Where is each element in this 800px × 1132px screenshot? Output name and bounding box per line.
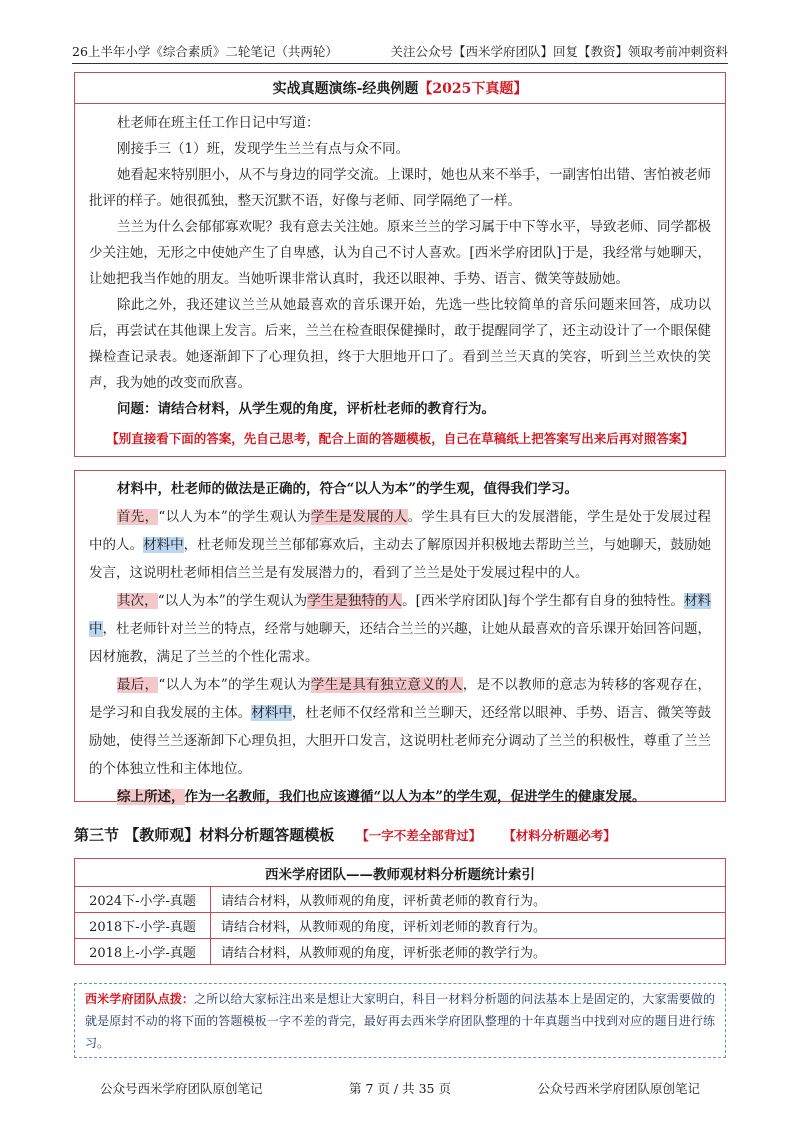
row-year: 2024下-小学-真题 bbox=[75, 887, 211, 913]
case-title-tag: 【2025下真题】 bbox=[418, 81, 528, 97]
case-title bbox=[75, 73, 725, 104]
answer-intro: 材料中，杜老师的做法是正确的，符合“以人为本”的学生观，值得我们学习。 bbox=[117, 481, 579, 497]
case-paragraph: 刚接手三（1）班，发现学生兰兰有点与众不同。 bbox=[117, 141, 410, 157]
point-text: “以人为本”的学生观认为 bbox=[157, 593, 308, 609]
section-tag-2: 【材料分析题必考】 bbox=[503, 827, 616, 843]
point-text: ，杜老师不仅经常和兰兰聊天，还经常以眼神、手势、语言、微笑等鼓励她，使得兰兰逐渐卸下心理负担，大胆开口发言，这说明杜老师充分调动了兰兰的积极性，尊重了兰兰的个体独立性和主体地位。 bbox=[89, 705, 712, 777]
row-content: 请结合材料，从教师观的角度，评析黄老师的教育行为。 bbox=[211, 887, 726, 913]
material-marker: 材料中 bbox=[143, 537, 184, 553]
answer-point-2 bbox=[89, 587, 711, 671]
case-body bbox=[75, 104, 725, 452]
material-marker: 材料中 bbox=[251, 705, 292, 721]
table-row bbox=[75, 939, 726, 965]
case-paragraph: 兰兰为什么会郁郁寡欢呢？我有意去关注她。原来兰兰的学习属于中下等水平，导致老师、同学都极少关注她，无形之中使她产生了自卑感，认为自己不讨人喜欢。[西米学府团队]于是，我经常与她聊天，让她把我当作她的朋友。当她听课非常认真时，我还以眼神、手势、语言、微笑等鼓励她。 bbox=[89, 219, 711, 287]
material-marker: 材料中 bbox=[89, 593, 712, 637]
point-text: “以人为本”的学生观认为 bbox=[158, 677, 311, 693]
tip-lead: 西米学府团队点拨： bbox=[85, 992, 195, 1006]
tip-box bbox=[74, 983, 726, 1058]
table-row bbox=[75, 887, 726, 913]
point-text: ，杜老师发现兰兰郁郁寡欢后，主动去了解原因并积极地去帮助兰兰，与她聊天，鼓励她发言，这说明杜老师相信兰兰是有发展潜力的，看到了兰兰是处于发展过程中的人。 bbox=[89, 537, 712, 581]
tip-text: 之所以给大家标注出来是想让大家明白，科目一材料分析题的问法基本上是固定的，大家需要做的就是原封不动的将下面的答题模板一字不差的背完，最好再去西米学府团队整理的十年真题当中找到对应的题目进行练习。 bbox=[85, 992, 715, 1050]
point-lead: 首先， bbox=[117, 509, 159, 525]
answer-box bbox=[74, 470, 726, 805]
answer-point-1 bbox=[89, 503, 711, 587]
case-paragraph: 除此之外，我还建议兰兰从她最喜欢的音乐课开始，先选一些比较简单的音乐问题来回答，成功以后，再尝试在其他课上发言。后来，兰兰在检查眼保健操时，敢于提醒同学了，还主动设计了一个眼保健操检查记录表。她逐渐卸下了心理负担，终于大胆地开口了。看到兰兰天真的笑容，听到兰兰欢快的笑声，我为她的改变而欣喜。 bbox=[89, 297, 711, 391]
point-key: 学生是发展的人 bbox=[310, 509, 408, 525]
point-lead: 最后， bbox=[117, 677, 159, 693]
point-text: 。[西米学府团队]每个学生都有自身的独特性。 bbox=[402, 593, 684, 609]
case-paragraph: 她看起来特别胆小，从不与身边的同学交流。上课时，她也从来不举手，一副害怕出错、害怕被老师批评的样子。她很孤独，整天沉默不语，好像与老师、同学隔绝了一样。 bbox=[89, 167, 711, 209]
header-left: 26上半年小学《综合素质》二轮笔记（共两轮） bbox=[72, 44, 338, 59]
header-right: 关注公众号【西米学府团队】回复【教资】领取考前冲刺资料 bbox=[390, 44, 728, 59]
section-title-text: 第三节 【教师观】材料分析题答题模板 bbox=[74, 826, 335, 844]
section-title bbox=[74, 824, 616, 845]
row-content: 请结合材料，从教师观的角度，评析张老师的教学行为。 bbox=[211, 939, 726, 965]
point-text: “以人为本”的学生观认为 bbox=[158, 509, 311, 525]
index-table bbox=[74, 858, 726, 965]
summary-text: 作为一名教师，我们也应该遵循“以人为本”的学生观，促进学生的健康发展。 bbox=[184, 789, 646, 805]
case-warning: 【别直接看下面的答案，先自己思考，配合上面的答题模板，自己在草稿纸上把答案写出来后再对照答案】 bbox=[106, 431, 694, 446]
point-text: 。学生具有巨大的发展潜能，学生是处于发展过程中的人。 bbox=[89, 509, 712, 553]
point-text: ，杜老师针对兰兰的特点，经常与她聊天，还结合兰兰的兴趣，让她从最喜欢的音乐课开始回答问题，因材施教，满足了兰兰的个性化需求。 bbox=[89, 621, 712, 665]
row-year: 2018上-小学-真题 bbox=[75, 939, 211, 965]
case-question: 问题：请结合材料，从学生观的角度，评析杜老师的教育行为。 bbox=[117, 401, 495, 417]
footer-left: 公众号西米学府团队原创笔记 bbox=[100, 1081, 263, 1096]
summary-lead: 综上所述， bbox=[117, 789, 185, 805]
page-footer bbox=[100, 1079, 700, 1097]
answer-point-3 bbox=[89, 671, 711, 783]
footer-right: 公众号西米学府团队原创笔记 bbox=[537, 1081, 700, 1096]
point-key: 学生是独特的人 bbox=[307, 593, 403, 609]
section-tag-1: 【一字不差全部背过】 bbox=[356, 827, 482, 843]
answer-summary bbox=[89, 783, 711, 811]
page-header bbox=[72, 38, 728, 64]
case-box bbox=[74, 72, 726, 457]
table-row bbox=[75, 913, 726, 939]
row-year: 2018下-小学-真题 bbox=[75, 913, 211, 939]
point-key: 学生是具有独立意义的人 bbox=[310, 677, 463, 693]
point-text: ，是不以教师的意志为转移的客观存在，是学习和自我发展的主体。 bbox=[89, 677, 711, 721]
case-title-text: 实战真题演练-经典例题 bbox=[272, 81, 419, 97]
index-table-title: 西米学府团队——教师观材料分析题统计索引 bbox=[75, 859, 726, 887]
row-content: 请结合材料，从教师观的角度，评析刘老师的教育行为。 bbox=[211, 913, 726, 939]
case-paragraph: 杜老师在班主任工作日记中写道： bbox=[117, 115, 320, 131]
page-number: 第 7 页 / 共 35 页 bbox=[349, 1081, 451, 1096]
point-lead: 其次， bbox=[117, 593, 158, 609]
